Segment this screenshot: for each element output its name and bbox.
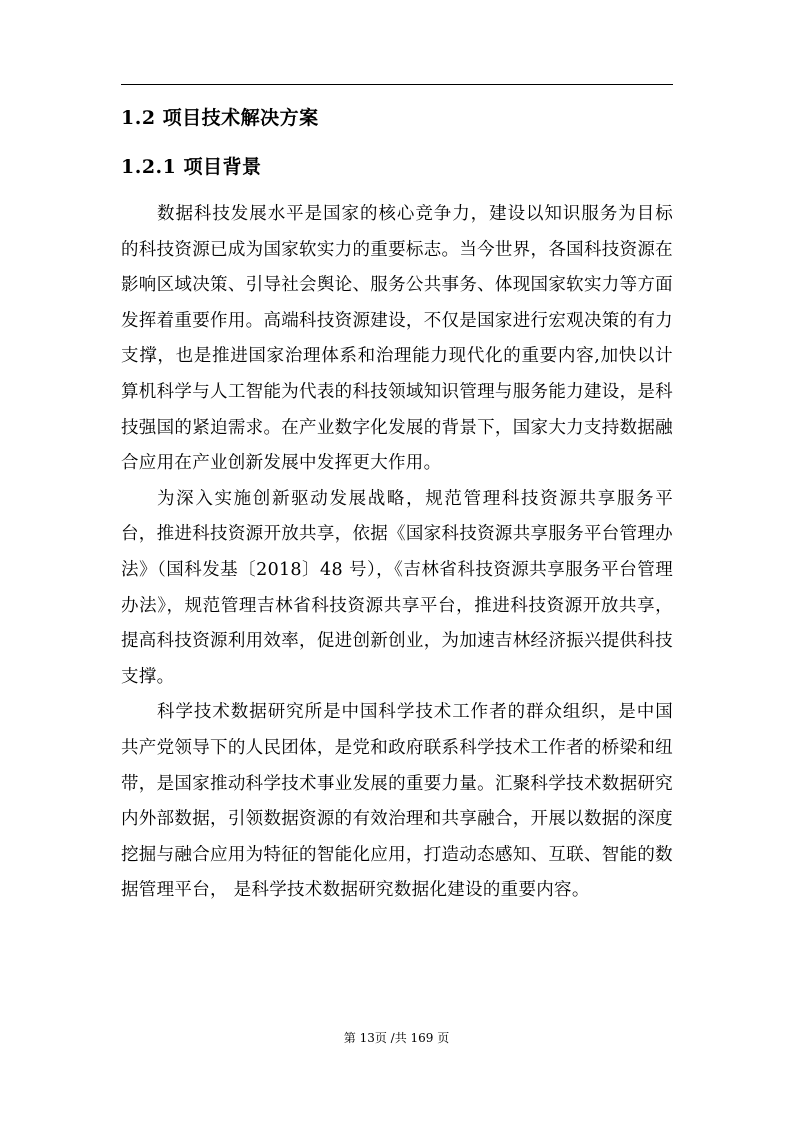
subsection-heading: 1.2.1 项目背景 <box>121 156 262 178</box>
page-content <box>121 98 673 909</box>
paragraph-background: 数据科技发展水平是国家的核心竞争力，建设以知识服务为目标的科技资源已成为国家软实力的重要标志。当今世界，各国科技资源在影响区域决策、引导社会舆论、服务公共事务、体现国家软实力等方面发挥着重要作用。高端科技资源建设，不仅是国家进行宏观决策的有力支撑，也是推进国家治理体系和治理能力现代化的重要内容,加快以计算机科学与人工智能为代表的科技领域知识管理与服务能力建设，是科技强国的紧迫需求。在产业数字化发展的背景下，国家大力支持数据融合应用在产业创新发展中发挥更大作用。 <box>121 204 673 474</box>
header-rule <box>121 84 673 85</box>
paragraph-policy: 为深入实施创新驱动发展战略，规范管理科技资源共享服务平台，推进科技资源开放共享，依据《国家科技资源共享服务平台管理办法》（国科发基〔2018〕48 号），《吉林省科技资源共享服务平台管理办法》，规范管理吉林省科技资源共享平台，推进科技资源开放共享，提高科技资源利用效率，促进创新创业，为加速吉林经济振兴提供科技支撑。 <box>121 488 673 687</box>
section-heading: 1.2 项目技术解决方案 <box>121 107 319 129</box>
body-text <box>121 197 673 909</box>
paragraph-institute: 科学技术数据研究所是中国科学技术工作者的群众组织，是中国共产党领导下的人民团体，是党和政府联系科学技术工作者的桥梁和纽带，是国家推动科学技术事业发展的重要力量。汇聚科学技术数据研究内外部数据，引领数据资源的有效治理和共享融合，开展以数据的深度挖掘与融合应用为特征的智能化应用，打造动态感知、互联、智能的数据管理平台， 是科学技术数据研究数据化建设的重要内容。 <box>121 702 673 901</box>
page-number-footer: 第 13页 /共 169 页 <box>343 1031 450 1045</box>
